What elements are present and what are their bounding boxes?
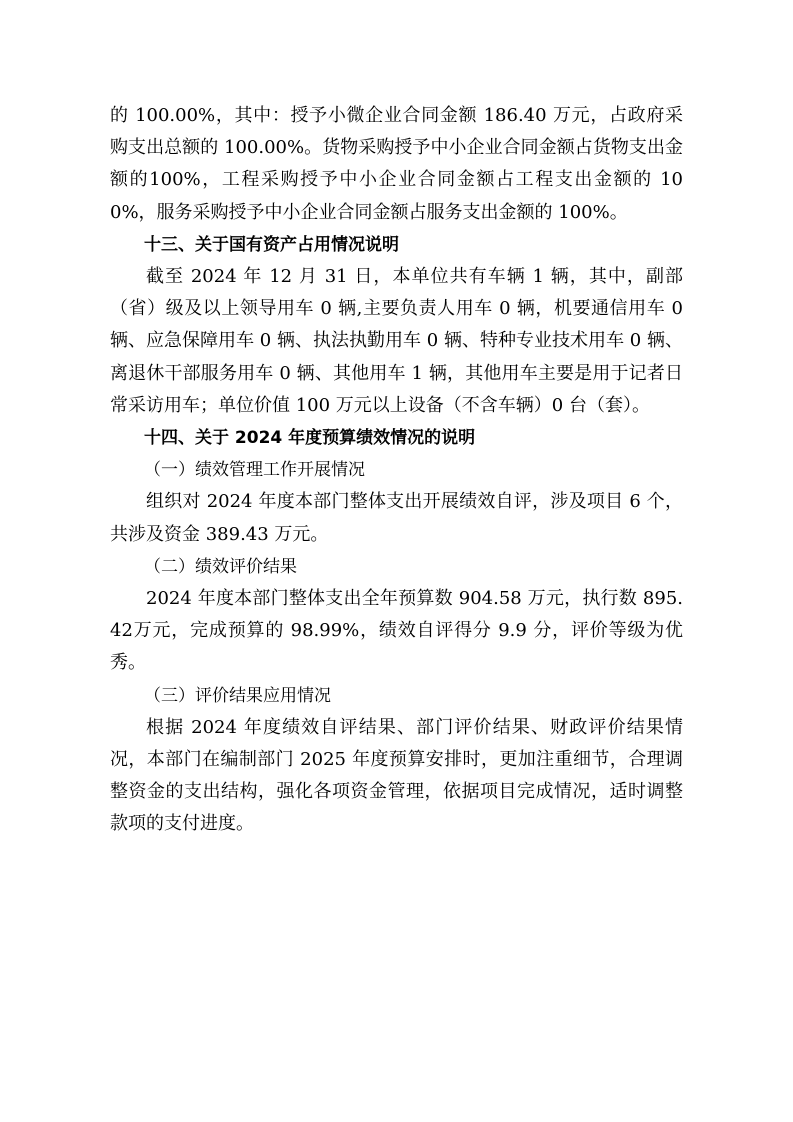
section-13-body: 截至 2024 年 12 月 31 日，本单位共有车辆 1 辆，其中，副部（省）级及以上领导用车 0 辆,主要负责人用车 0 辆，机要通信用车 0 辆、应急保障用车 0 辆、执法执勤用车 0 辆、特种专业技术用车 0 辆、离退休干部服务用车 0 辆、其他用车 1 辆，其他用车主要是用于记者日常采访用车；单位价值 100 万元以上设备（不含车辆）0 台（套）。 [110,266,683,416]
subsection-2-heading: （二）绩效评价结果 [144,556,297,577]
intro-paragraph: 的 100.00%，其中：授予小微企业合同金额 186.40 万元，占政府采购支出总额的 100.00%。货物采购授予中小企业合同金额占货物支出金额的100%，工程采购授予中小企业合同金额占工程支出金额的 100%，服务采购授予中小企业合同金额占服务支出金额的 100%。 [110,105,683,223]
subsection-1-heading: （一）绩效管理工作开展情况 [144,460,365,481]
section-13-heading: 十三、关于国有资产占用情况说明 [144,234,399,255]
subsection-2-body: 2024 年度本部门整体支出全年预算数 904.58 万元，执行数 895.42万元，完成预算的 98.99%，绩效自评得分 9.9 分，评价等级为优秀。 [110,588,683,674]
subsection-1-body: 组织对 2024 年度本部门整体支出开展绩效自评，涉及项目 6 个，共涉及资金 389.43 万元。 [110,491,683,545]
section-14-heading: 十四、关于 2024 年度预算绩效情况的说明 [144,428,476,449]
subsection-3-heading: （三）评价结果应用情况 [144,685,331,706]
subsection-3-body: 根据 2024 年度绩效自评结果、部门评价结果、财政评价结果情况，本部门在编制部门 2025 年度预算安排时，更加注重细节，合理调整资金的支出结构，强化各项资金管理，依据项目完成情况，适时调整款项的支付进度。 [110,716,683,835]
